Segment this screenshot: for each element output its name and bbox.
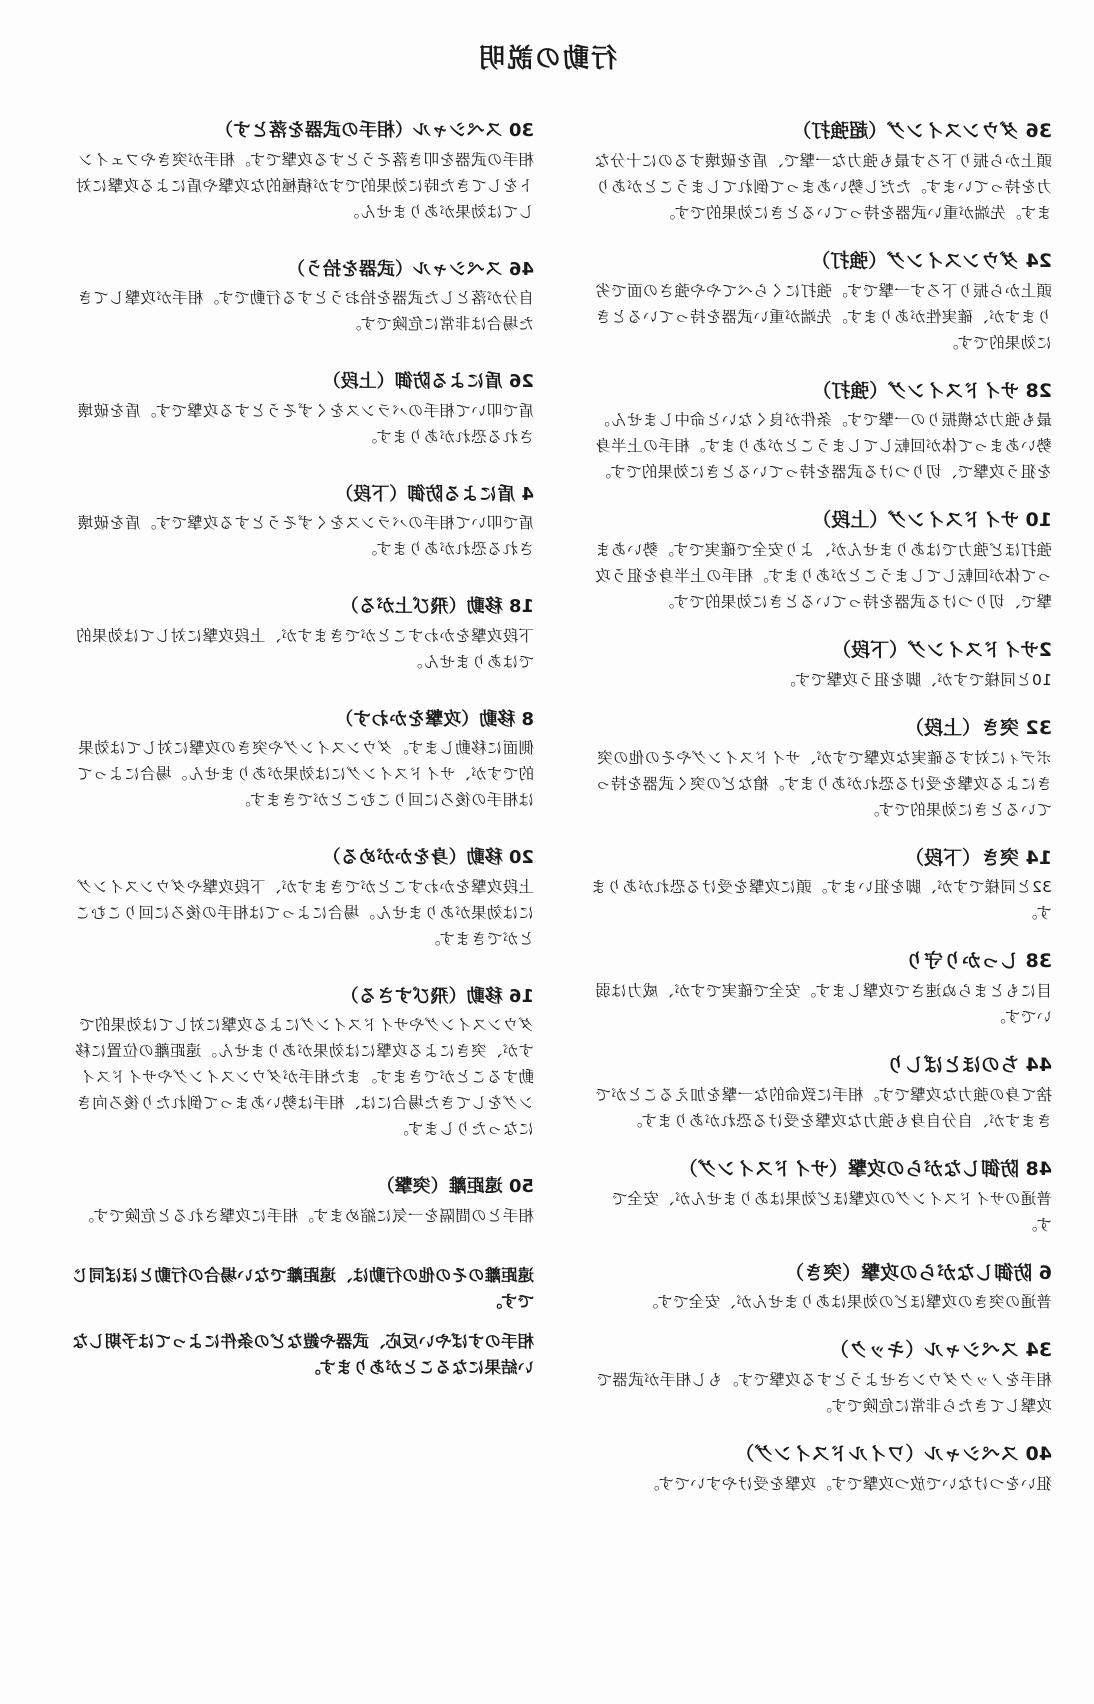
entry-body: 10と同様ですが、脚を狙う攻撃です。 bbox=[780, 670, 1052, 689]
entry-title: 38 しっかり守り bbox=[904, 950, 1052, 973]
entry-title: 18 移動（飛び上がる） bbox=[340, 596, 534, 617]
entry-10 bbox=[582, 509, 1052, 615]
entry-body: 側面に移動します。ダウンスイングや突きの攻撃に対しては効果的ですが、サイドスイングには効果がありません。場合によっては相手の後ろに回りこむことができます。 bbox=[76, 739, 534, 809]
entry-36 bbox=[582, 120, 1052, 226]
entry-24 bbox=[582, 250, 1052, 356]
entry-title: 44 ちのほとばしり bbox=[885, 1054, 1052, 1076]
entry-title: 40 スペシャル（ワイルドスイング） bbox=[735, 1443, 1052, 1465]
entry-title: 16 移動（飛びすさる） bbox=[340, 985, 534, 1007]
entry-30 bbox=[64, 120, 534, 225]
entry-40 bbox=[582, 1443, 1052, 1497]
entry-title: 32 突き（上段） bbox=[904, 716, 1052, 739]
entry-body: 上段攻撃をかわすことができますが、下段攻撃やダウンスイングには効果がありません。場合によっては相手の後ろに回りこむことができます。 bbox=[74, 877, 534, 948]
entry-body: 盾で叩いて相手のバランスをくずそうとする攻撃です。盾を破壊される恐れがあります。 bbox=[77, 401, 534, 446]
entry-body: 頭上から振り下ろす最も強力な一撃で、盾を破壊するのに十分な力を持っています。ただし勢いあまって倒れてしまうことがあります。先端が重い武器を持っているときに効果的です。 bbox=[594, 151, 1052, 222]
entry-body: 盾で叩いて相手のバランスをくずそうとする攻撃です。盾を破壊される恐れがあります。 bbox=[77, 514, 534, 558]
entry-title: 36 ダウンスイング（超強打） bbox=[792, 120, 1052, 142]
note-conditions: 相手のすばやい反応、武器や鎧などの条件によっては予期しない結果になることがあります。 bbox=[72, 1331, 534, 1377]
entry-title: 46 スペシャル（武器を拾う） bbox=[287, 258, 534, 280]
entry-28 bbox=[582, 380, 1052, 486]
entry-body: 強打ほど強力ではありませんが、より安全で確実です。勢いあまって体が回転してしまうことがあります。相手の上半身を狙う攻撃で、切りつける武器を持っているときに効果的です。 bbox=[595, 541, 1052, 611]
entry-title: 34 スペシャル（キック） bbox=[829, 1339, 1052, 1362]
entry-body: 最も強力な横振りの一撃です。条件が良くないと命中しません。勢いあまって体が回転してしまうことがあります。相手の上半身を狙う攻撃で、切りつける武器を持っているときに効果的です。 bbox=[594, 411, 1052, 482]
entry-14 bbox=[582, 847, 1052, 927]
entry-38 bbox=[582, 950, 1052, 1030]
entry-body: 相手の武器を叩き落そうとする攻撃です。相手が突きやフェイントをしてきた時に効果的ですが積極的な攻撃や盾による攻撃に対しては効果がありません。 bbox=[75, 150, 534, 221]
entry-6 bbox=[582, 1262, 1052, 1316]
entry-title: 50 遠距離（突撃） bbox=[376, 1176, 534, 1197]
entry-2 bbox=[582, 639, 1052, 693]
entry-title: 8 移動（攻撃をかわす） bbox=[335, 708, 534, 730]
entry-8 bbox=[64, 709, 534, 814]
entry-body: ボディに対する確実な攻撃ですが、サイドスイングやその他の突きによる攻撃を受ける恐れがあります。槍などの突く武器を持っているときに効果的です。 bbox=[595, 748, 1052, 819]
entry-title: 20 移動（身をかがめる） bbox=[322, 847, 534, 868]
entry-body: 下段攻撃をかわすことができますが、上段攻撃に対しては効果的ではありません。 bbox=[75, 626, 534, 671]
note-range: 遠距離のその他の行動は、遠距離でない場合の行動とほぼ同じです。 bbox=[72, 1265, 534, 1311]
page-title: 行動の説明 bbox=[477, 44, 618, 74]
entry-title: 24 ダウンスイング（強打） bbox=[811, 249, 1052, 272]
entry-32 bbox=[582, 717, 1052, 823]
entry-body: 自分が落とした武器を拾おうとする行動です。相手が攻撃してきた場合は非常に危険です。 bbox=[77, 289, 534, 333]
entry-title: 48 防御しながらの攻撃（サイドスイング） bbox=[678, 1157, 1052, 1180]
entry-title: 10 サイドスイング（上段） bbox=[812, 509, 1052, 532]
entry-body: 相手との間隔を一気に縮めます。相手に攻撃されると危険です。 bbox=[78, 1206, 534, 1225]
entry-20 bbox=[64, 847, 534, 952]
entry-body: 普通のサイドスイングの攻撃ほど効果はありませんが、安全です。 bbox=[611, 1189, 1052, 1234]
entry-body: 捨て身の強力な攻撃です。相手に致命的な一撃を加えることができますが、自分自身も強力な攻撃を受ける恐れがあります。 bbox=[595, 1085, 1052, 1130]
entry-body: 頭上から振り下ろす一撃です。強打にくらべてやや強さの面で劣りますが、確実性があります。先端が重い武器を持っているときに効果的です。 bbox=[595, 281, 1052, 352]
entry-16 bbox=[64, 986, 534, 1143]
entry-4 bbox=[64, 484, 534, 563]
entry-body: 32と同様ですが、脚を狙います。頭に攻撃を受ける恐れがあります。 bbox=[590, 878, 1052, 923]
column-left bbox=[64, 120, 534, 1381]
column-right bbox=[582, 120, 1052, 1521]
entry-body: 目にもとまらぬ速さで攻撃します。安全で確実ですが、威力は弱いです。 bbox=[595, 982, 1052, 1026]
entry-title: 2サイドスイング（下段） bbox=[832, 639, 1052, 661]
entry-50 bbox=[64, 1176, 534, 1229]
entry-18 bbox=[64, 596, 534, 675]
entry-title: 26 盾による防御（上段） bbox=[322, 371, 534, 392]
entry-title: 4 盾による防御（下段） bbox=[335, 483, 534, 505]
entry-body: 相手をノックダウンさせようとする攻撃です。もし相手が武器で攻撃してきたら非常に危険です。 bbox=[596, 1371, 1052, 1415]
entry-body: 狙いをつけないで放つ攻撃です。攻撃を受けやすいです。 bbox=[643, 1474, 1052, 1493]
entry-title: 14 突き（下段） bbox=[904, 846, 1052, 869]
entry-34 bbox=[582, 1339, 1052, 1419]
entry-46 bbox=[64, 259, 534, 338]
entry-title: 28 サイドスイング（強打） bbox=[812, 379, 1052, 402]
entry-48 bbox=[582, 1158, 1052, 1238]
entry-title: 30 スペシャル（相手の武器を落とす） bbox=[215, 120, 534, 141]
entry-body: 普通の突きの攻撃ほどの効果はありませんが、安全です。 bbox=[642, 1293, 1052, 1312]
entry-title: 6 防御しながらの攻撃（突き） bbox=[785, 1261, 1052, 1284]
entry-44 bbox=[582, 1054, 1052, 1134]
entry-26 bbox=[64, 371, 534, 450]
entry-body: ダウンスイングやサイドスイングによる攻撃に対しては効果的ですが、突きによる攻撃には効果がありません。遠距離の位置に移動することができます。また相手がダウンスイングやサイドスイングをしてきた場合には、相手は勢いあまって倒れたり後ろ向きになったりします。 bbox=[74, 1016, 534, 1138]
